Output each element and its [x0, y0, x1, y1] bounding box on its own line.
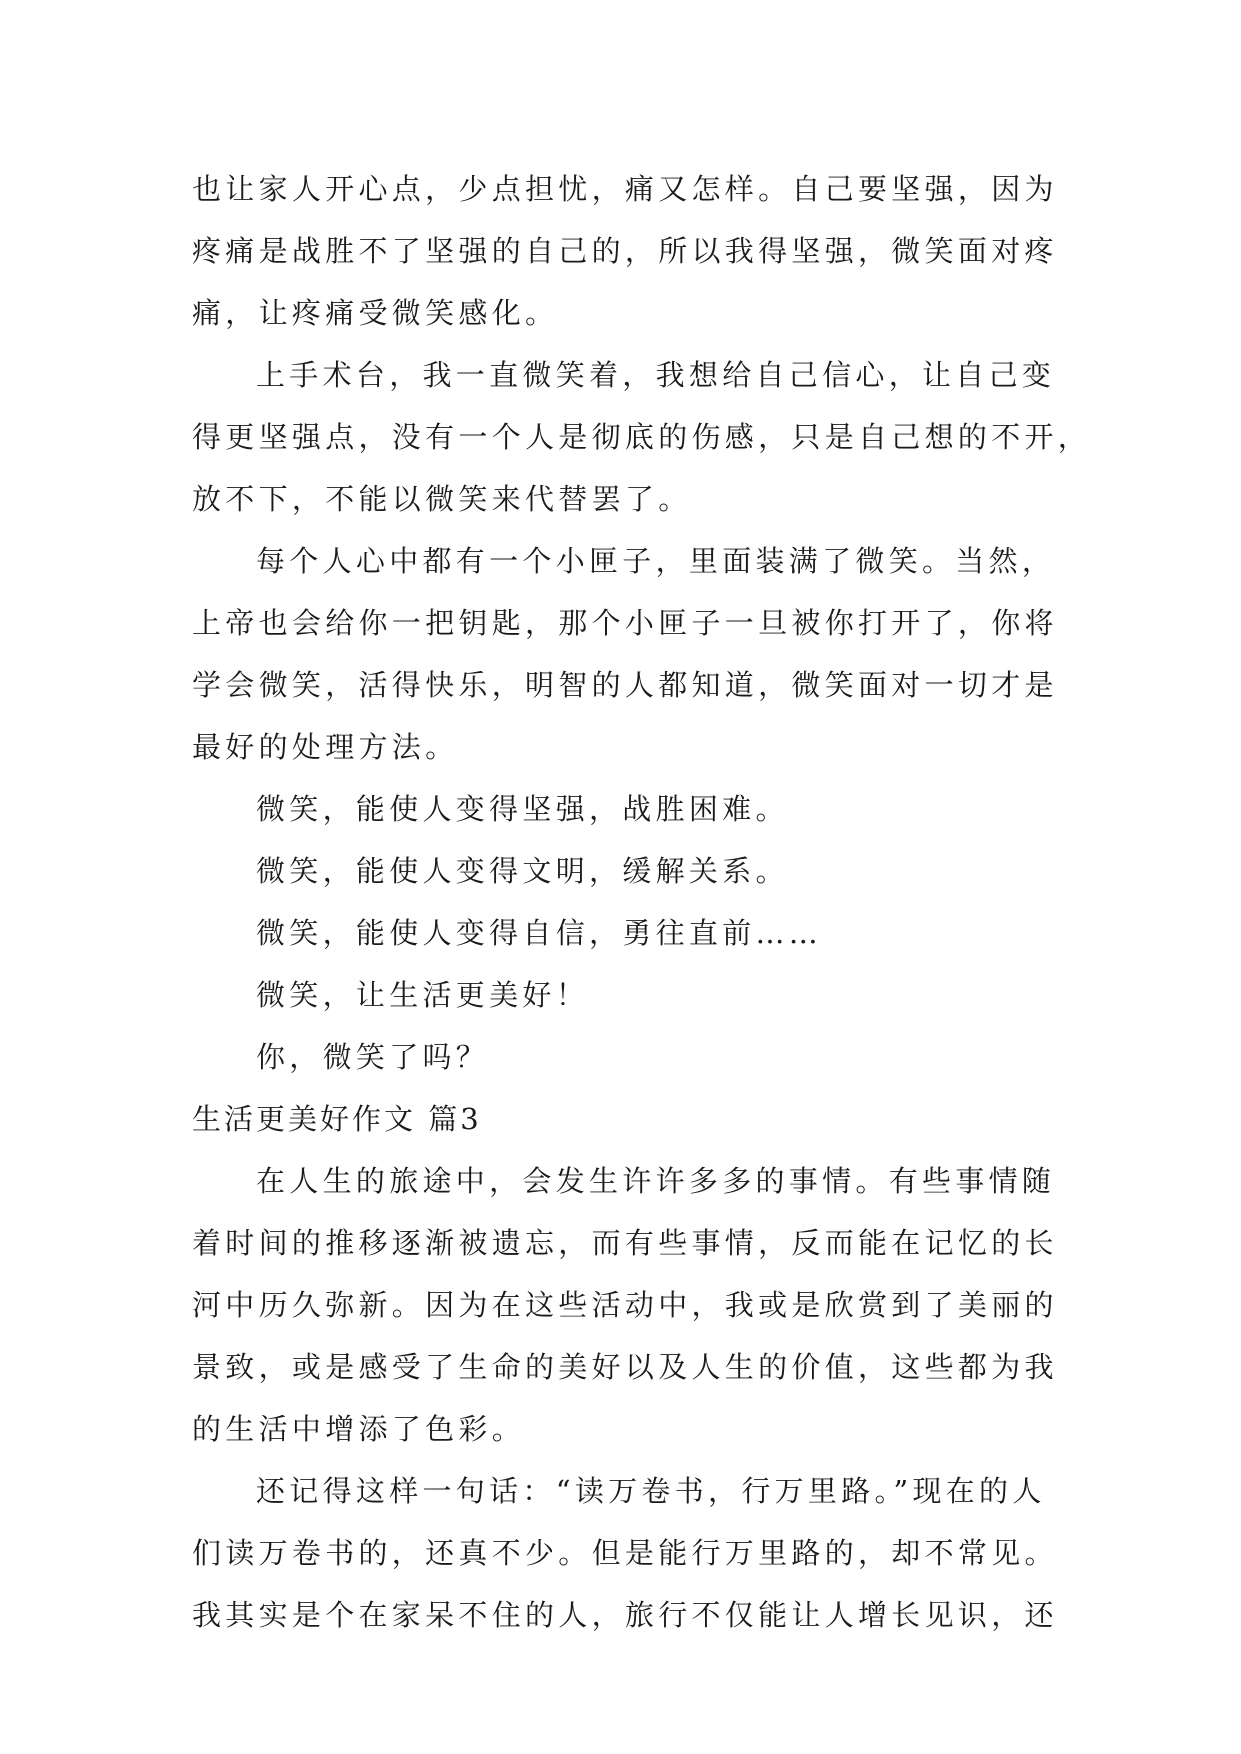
paragraph-start-line: 微笑，让生活更美好！ [256, 978, 590, 1012]
text-line: 们读万卷书的，还真不少。但是能行万里路的，却不常见。 [192, 1536, 1058, 1570]
section-heading: 生活更美好作文 篇3 [192, 1102, 482, 1136]
document-body [192, 158, 1092, 1646]
text-line: 得更坚强点，没有一个人是彻底的伤感，只是自己想的不开， [192, 420, 1092, 454]
text-line: 最好的处理方法。 [192, 730, 459, 764]
text-line: 疼痛是战胜不了坚强的自己的，所以我得坚强，微笑面对疼 [192, 234, 1058, 268]
text-line: 学会微笑，活得快乐，明智的人都知道，微笑面对一切才是 [192, 668, 1058, 702]
text-line: 着时间的推移逐渐被遗忘，而有些事情，反而能在记忆的长 [192, 1226, 1058, 1260]
paragraph-start-line: 微笑，能使人变得文明，缓解关系。 [256, 854, 789, 888]
text-line: 景致，或是感受了生命的美好以及人生的价值，这些都为我 [192, 1350, 1058, 1384]
paragraph-start-line: 每个人心中都有一个小匣子，里面装满了微笑。当然， [256, 544, 1056, 578]
text-line: 的生活中增添了色彩。 [192, 1412, 526, 1446]
paragraph-start-line: 上手术台，我一直微笑着，我想给自己信心，让自己变 [256, 358, 1056, 392]
paragraph-start-line: 微笑，能使人变得坚强，战胜困难。 [256, 792, 789, 826]
text-line: 我其实是个在家呆不住的人，旅行不仅能让人增长见识，还 [192, 1598, 1058, 1632]
paragraph-start-line: 还记得这样一句话：“读万卷书，行万里路。”现在的人 [256, 1474, 1046, 1508]
text-line: 也让家人开心点，少点担忧，痛又怎样。自己要坚强，因为 [192, 172, 1058, 206]
text-line: 放不下，不能以微笑来代替罢了。 [192, 482, 692, 516]
paragraph-start-line: 微笑，能使人变得自信，勇往直前…… [256, 916, 823, 950]
text-line: 痛，让疼痛受微笑感化。 [192, 296, 559, 330]
paragraph-start-line: 在人生的旅途中，会发生许许多多的事情。有些事情随 [256, 1164, 1056, 1198]
text-line: 河中历久弥新。因为在这些活动中，我或是欣赏到了美丽的 [192, 1288, 1058, 1322]
text-line: 上帝也会给你一把钥匙，那个小匣子一旦被你打开了，你将 [192, 606, 1058, 640]
paragraph-start-line: 你，微笑了吗？ [256, 1040, 490, 1074]
